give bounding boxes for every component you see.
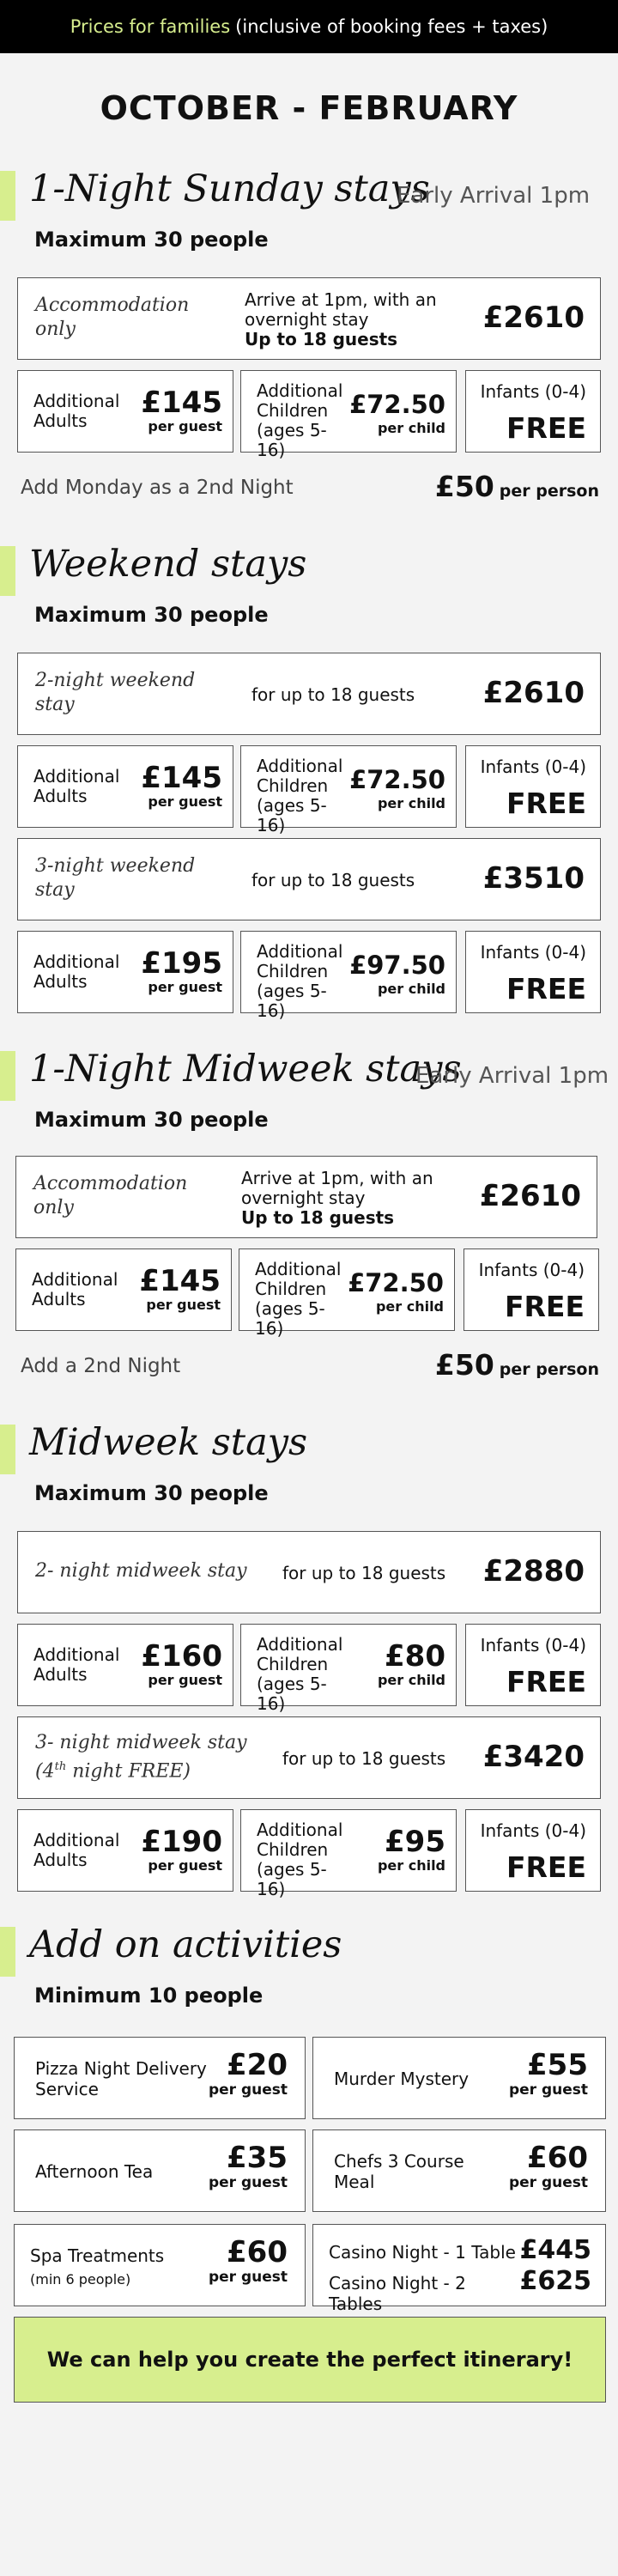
section-accent-bar xyxy=(0,546,15,596)
infants-box xyxy=(464,1249,599,1331)
children-price: £72.50 xyxy=(349,765,445,794)
children-price: £80 xyxy=(385,1639,445,1674)
package-box xyxy=(17,838,601,920)
adults-unit: per guest xyxy=(148,979,222,995)
guest-limit: Up to 18 guests xyxy=(245,329,398,349)
infants-box xyxy=(465,1624,601,1706)
accommodation-desc: Arrive at 1pm, with an overnight stay Up to 18 guests xyxy=(241,1168,433,1228)
adults-label: Additional Adults xyxy=(32,1269,118,1309)
activity-price: £35 xyxy=(227,2141,288,2175)
accommodation-label: Accommodation only xyxy=(33,1173,188,1218)
children-label: Additional Children (ages 5-16) xyxy=(257,756,343,835)
accommodation-box xyxy=(17,277,601,360)
infants-price: FREE xyxy=(506,1850,586,1884)
section-activities xyxy=(0,1923,618,2314)
accommodation-price: £2610 xyxy=(482,301,585,335)
infants-label: Infants (0-4) xyxy=(480,1820,586,1841)
package-price: £2610 xyxy=(482,676,585,710)
section-title: 1-Night Midweek stays xyxy=(29,1048,462,1091)
activity-chefs-meal: Chefs 3 Course Meal £60 per guest xyxy=(312,2129,606,2212)
extra-night-price: £50 per person xyxy=(434,470,599,503)
activity-label: Spa Treatments (min 6 people) xyxy=(30,2245,165,2287)
adults-box xyxy=(17,1624,233,1706)
children-label: Additional Children (ages 5-16) xyxy=(257,941,343,1021)
max-people: Maximum 30 people xyxy=(34,603,269,627)
section-accent-bar xyxy=(0,1425,15,1474)
section-accent-bar xyxy=(0,1051,15,1101)
adults-label: Additional Adults xyxy=(33,391,120,431)
children-price: £95 xyxy=(385,1825,445,1859)
max-people: Maximum 30 people xyxy=(34,1108,269,1132)
activity-label: Murder Mystery xyxy=(334,2069,470,2089)
infants-label: Infants (0-4) xyxy=(478,1260,585,1280)
infants-box xyxy=(465,370,601,453)
section-weekend-stays xyxy=(0,543,618,1021)
header-accent: Prices for families xyxy=(70,16,231,37)
package-box xyxy=(17,653,601,735)
package-guests: for up to 18 guests xyxy=(282,1563,446,1583)
itinerary-banner: We can help you create the perfect itinerary! xyxy=(14,2317,606,2403)
guest-limit: Up to 18 guests xyxy=(241,1207,395,1228)
package-box xyxy=(17,1531,601,1613)
children-price: £72.50 xyxy=(349,390,445,419)
children-unit: per child xyxy=(377,981,445,997)
children-unit: per child xyxy=(377,420,445,436)
activity-price: £20 xyxy=(227,2048,288,2082)
infants-box xyxy=(465,1809,601,1892)
section-midweek-stays xyxy=(0,1421,618,1899)
package-label: 3- night midweek stay (4th night FREE) xyxy=(35,1732,247,1783)
adults-unit: per guest xyxy=(148,1857,222,1874)
children-unit: per child xyxy=(377,795,445,811)
casino-1-table: Casino Night - 1 Table £445 xyxy=(329,2235,591,2265)
children-box xyxy=(240,1624,457,1714)
children-box xyxy=(240,931,457,1021)
adults-label: Additional Adults xyxy=(33,951,120,992)
activity-label: Pizza Night Delivery Service xyxy=(35,2058,207,2099)
activity-afternoon-tea: Afternoon Tea £35 per guest xyxy=(14,2129,306,2212)
activity-casino xyxy=(312,2224,606,2314)
infants-label: Infants (0-4) xyxy=(480,942,586,963)
accommodation-label: Accommodation only xyxy=(35,295,190,340)
infants-label: Infants (0-4) xyxy=(480,756,586,777)
adults-price: £160 xyxy=(141,1639,222,1674)
infants-label: Infants (0-4) xyxy=(480,1635,586,1656)
children-price: £72.50 xyxy=(348,1268,444,1297)
package-guests: for up to 18 guests xyxy=(251,684,415,705)
section-title: Midweek stays xyxy=(29,1421,308,1464)
max-people: Maximum 30 people xyxy=(34,228,269,252)
accommodation-box xyxy=(15,1156,597,1238)
package-price: £2880 xyxy=(482,1554,585,1589)
section-title: 1-Night Sunday stays xyxy=(29,167,430,210)
adults-price: £190 xyxy=(141,1825,222,1859)
activity-label: Afternoon Tea xyxy=(35,2161,154,2182)
children-unit: per child xyxy=(377,1672,445,1688)
accommodation-desc: Arrive at 1pm, with an overnight stay Up to 18 guests xyxy=(245,289,437,349)
infants-box xyxy=(465,745,601,828)
section-subtitle: Early Arrival 1pm xyxy=(415,1063,609,1089)
extra-night-label: Add a 2nd Night xyxy=(21,1355,181,1377)
infants-price: FREE xyxy=(506,1665,586,1698)
section-title: Add on activities xyxy=(29,1923,342,1966)
children-label: Additional Children (ages 5-16) xyxy=(255,1259,342,1339)
package-price: £3420 xyxy=(482,1740,585,1774)
activity-murder-mystery: Murder Mystery £55 per guest xyxy=(312,2037,606,2119)
adults-box xyxy=(15,1249,232,1331)
header-bar xyxy=(0,0,618,53)
header-rest: (inclusive of booking fees + taxes) xyxy=(235,16,548,37)
children-box xyxy=(239,1249,455,1339)
adults-price: £145 xyxy=(141,761,222,795)
children-box xyxy=(240,370,457,460)
children-label: Additional Children (ages 5-16) xyxy=(257,1634,343,1714)
activity-spa: Spa Treatments (min 6 people) £60 per guest xyxy=(14,2224,306,2306)
package-guests: for up to 18 guests xyxy=(282,1748,446,1769)
section-subtitle: Early Arrival 1pm xyxy=(397,183,591,209)
children-box xyxy=(240,745,457,835)
package-box xyxy=(17,1716,601,1799)
adults-label: Additional Adults xyxy=(33,766,120,806)
section-midweek-1night xyxy=(0,1048,618,1382)
infants-box xyxy=(465,931,601,1013)
adults-box xyxy=(17,370,233,453)
children-price: £97.50 xyxy=(349,951,445,980)
adults-unit: per guest xyxy=(148,793,222,810)
children-label: Additional Children (ages 5-16) xyxy=(257,380,343,460)
min-people: Minimum 10 people xyxy=(34,1984,264,2008)
adults-price: £145 xyxy=(139,1264,221,1298)
adults-label: Additional Adults xyxy=(33,1644,120,1685)
infants-price: FREE xyxy=(506,411,586,445)
package-label: 2- night midweek stay xyxy=(35,1560,247,1582)
infants-price: FREE xyxy=(506,972,586,1005)
infants-price: FREE xyxy=(506,787,586,820)
children-box xyxy=(240,1809,457,1899)
adults-price: £195 xyxy=(141,946,222,981)
season-title: OCTOBER - FEBRUARY xyxy=(100,89,518,127)
children-unit: per child xyxy=(375,1298,444,1315)
activity-pizza: Pizza Night Delivery Service £20 per guest xyxy=(14,2037,306,2119)
section-accent-bar xyxy=(0,171,15,221)
infants-label: Infants (0-4) xyxy=(480,381,586,402)
activity-price: £55 xyxy=(527,2048,588,2082)
activity-price: £60 xyxy=(227,2235,288,2269)
children-label: Additional Children (ages 5-16) xyxy=(257,1820,343,1899)
package-label: 3-night weekend stay xyxy=(35,855,196,901)
accommodation-price: £2610 xyxy=(479,1179,581,1213)
section-accent-bar xyxy=(0,1927,15,1977)
extra-night-label: Add Monday as a 2nd Night xyxy=(21,477,294,499)
extra-night-price: £50 per person xyxy=(434,1348,599,1382)
adults-unit: per guest xyxy=(148,1672,222,1688)
adults-price: £145 xyxy=(141,386,222,420)
casino-2-tables: Casino Night - 2 Tables £625 xyxy=(329,2266,591,2314)
package-guests: for up to 18 guests xyxy=(251,870,415,890)
adults-box xyxy=(17,1809,233,1892)
package-label: 2-night weekend stay xyxy=(35,670,196,715)
adults-unit: per guest xyxy=(148,418,222,434)
activity-price: £60 xyxy=(527,2141,588,2175)
max-people: Maximum 30 people xyxy=(34,1481,269,1505)
section-sunday-stays xyxy=(0,167,618,503)
adults-unit: per guest xyxy=(146,1297,221,1313)
package-price: £3510 xyxy=(482,861,585,896)
infants-price: FREE xyxy=(504,1290,585,1323)
adults-box xyxy=(17,745,233,828)
adults-label: Additional Adults xyxy=(33,1830,120,1870)
adults-box xyxy=(17,931,233,1013)
section-title: Weekend stays xyxy=(29,543,307,586)
activity-label: Chefs 3 Course Meal xyxy=(334,2151,464,2192)
children-unit: per child xyxy=(377,1857,445,1874)
